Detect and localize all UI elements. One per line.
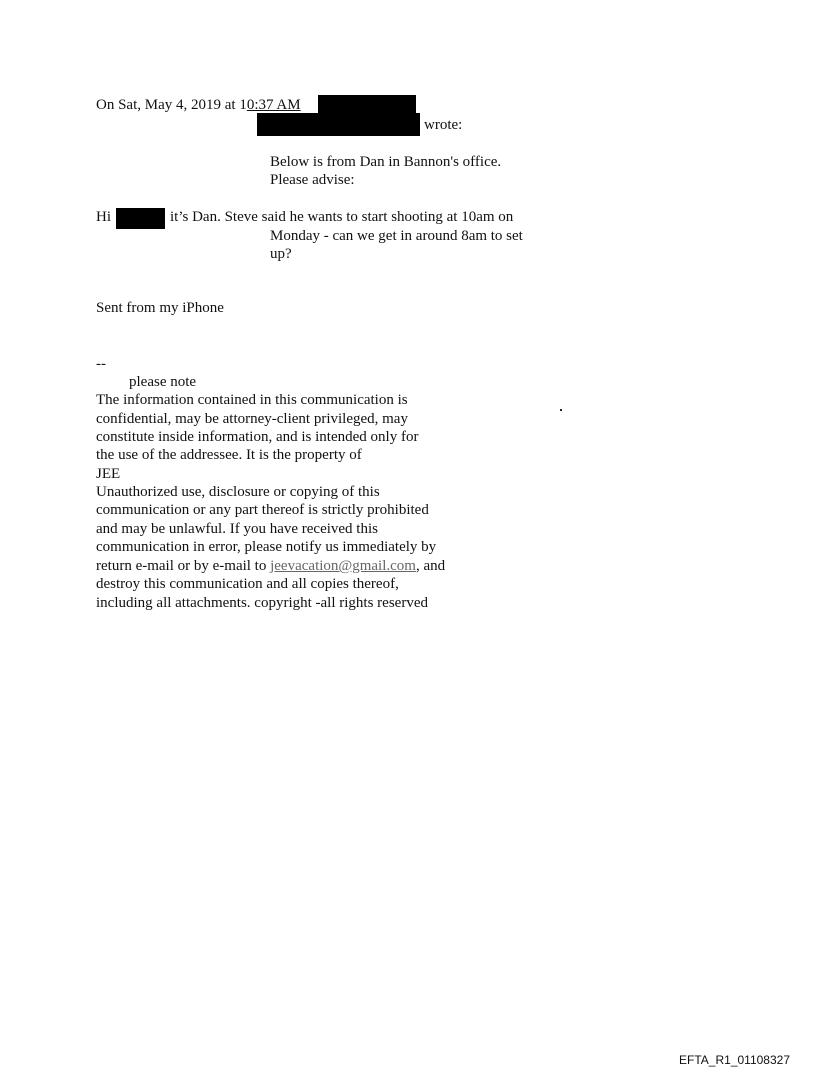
message-line-2: Monday - can we get in around 8am to set: [270, 228, 523, 244]
sent-from-signature: Sent from my iPhone: [96, 300, 224, 316]
disclaimer-line: JEE: [96, 466, 121, 482]
disclaimer-line: including all attachments. copyright -all rights reserved: [96, 595, 428, 611]
email-header-date: [96, 96, 301, 114]
header-time: 0:37 AM: [246, 97, 301, 113]
return-suffix: , and: [415, 558, 446, 574]
message-line-3: up?: [270, 246, 292, 262]
document-id: EFTA_R1_01108327: [679, 1053, 790, 1067]
disclaimer-heading: please note: [129, 374, 197, 390]
redaction-block: [318, 95, 416, 114]
disclaimer-line: communication or any part thereof is strictly prohibited: [96, 502, 429, 518]
scan-speck: [560, 409, 562, 411]
disclaimer-line: constitute inside information, and is intended only for: [96, 429, 419, 445]
forward-line-1: Below is from Dan in Bannon's office.: [270, 154, 502, 170]
disclaimer-line: communication in error, please notify us immediately by: [96, 539, 437, 555]
disclaimer-line: The information contained in this communication is: [96, 392, 408, 408]
disclaimer-line: the use of the addressee. It is the property of: [96, 447, 362, 463]
disclaimer-line: Unauthorized use, disclosure or copying of this: [96, 484, 380, 500]
message-hi: Hi: [96, 209, 111, 225]
disclaimer-separator: --: [96, 356, 106, 372]
return-prefix: return e-mail or by e-mail to: [96, 558, 271, 574]
redaction-block: [116, 208, 165, 229]
disclaimer-return-line: [96, 557, 445, 575]
email-link[interactable]: jeevacation@gmail.com: [270, 558, 416, 574]
disclaimer-line: confidential, may be attorney-client privileged, may: [96, 411, 408, 427]
header-on-prefix: On Sat, May 4, 2019 at 1: [96, 97, 247, 113]
forward-line-2: Please advise:: [270, 172, 355, 188]
disclaimer-line: destroy this communication and all copies thereof,: [96, 576, 399, 592]
redaction-block: [257, 113, 420, 136]
header-wrote: wrote:: [424, 117, 463, 133]
message-line-1: it’s Dan. Steve said he wants to start shooting at 10am on: [170, 209, 514, 225]
disclaimer-line: and may be unlawful. If you have received this: [96, 521, 378, 537]
